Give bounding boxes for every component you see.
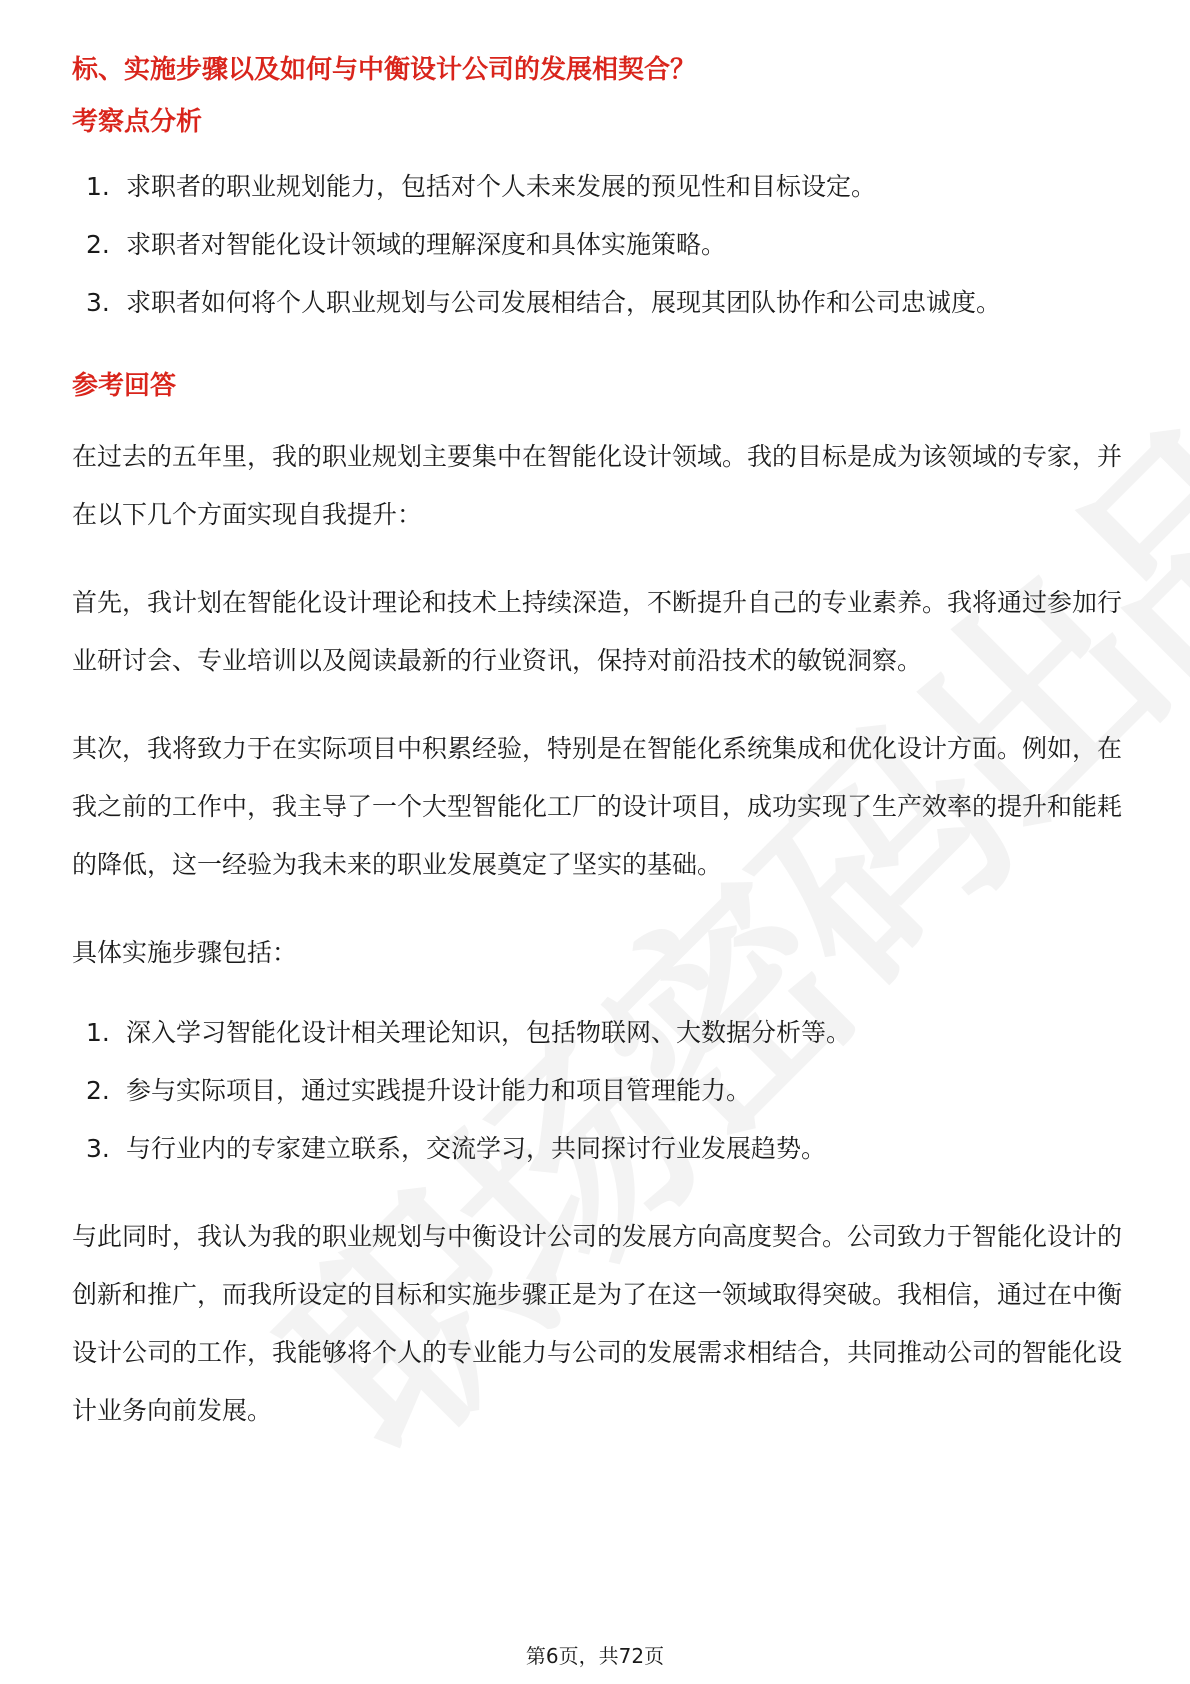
list-number: 2.: [86, 1076, 110, 1105]
list-item: [72, 158, 1122, 216]
list-number: 3.: [86, 288, 110, 317]
list-number: 1.: [86, 172, 110, 201]
question-heading: 标、实施步骤以及如何与中衡设计公司的发展相契合？: [72, 55, 697, 85]
list-item: [72, 274, 1122, 332]
answer-paragraph-1: 在过去的五年里，我的职业规划主要集中在智能化设计领域。我的目标是成为该领域的专家，并在以下几个方面实现自我提升：: [72, 442, 1123, 529]
document-page: [72, 40, 1122, 1440]
list-item: [72, 1004, 1122, 1062]
list-item-text: 与行业内的专家建立联系，交流学习，共同探讨行业发展趋势。: [126, 1134, 827, 1163]
answer-paragraph-3: 其次，我将致力于在实际项目中积累经验，特别是在智能化系统集成和优化设计方面。例如，在我之前的工作中，我主导了一个大型智能化工厂的设计项目，成功实现了生产效率的提升和能耗的降低，这一经验为我未来的职业发展奠定了坚实的基础。: [72, 734, 1123, 879]
list-item-text: 求职者的职业规划能力，包括对个人未来发展的预见性和目标设定。: [126, 172, 877, 201]
list-item: [72, 1062, 1122, 1120]
list-item: [72, 216, 1122, 274]
page-number: 第6页，共72页: [525, 1644, 665, 1668]
list-item-text: 参与实际项目，通过实践提升设计能力和项目管理能力。: [126, 1076, 752, 1105]
list-number: 1.: [86, 1018, 110, 1047]
list-item-text: 求职者对智能化设计领域的理解深度和具体实施策略。: [126, 230, 727, 259]
analysis-title: 考察点分析: [72, 107, 203, 137]
list-number: 2.: [86, 230, 110, 259]
steps-list: [72, 1004, 1122, 1178]
steps-intro: 具体实施步骤包括：: [72, 938, 298, 967]
analysis-list: [72, 158, 1122, 332]
answer-title: 参考回答: [72, 371, 177, 401]
list-item-text: 深入学习智能化设计相关理论知识，包括物联网、大数据分析等。: [126, 1018, 852, 1047]
answer-paragraph-4: 与此同时，我认为我的职业规划与中衡设计公司的发展方向高度契合。公司致力于智能化设计的创新和推广，而我所设定的目标和实施步骤正是为了在这一领域取得突破。我相信，通过在中衡设计公司的工作，我能够将个人的专业能力与公司的发展需求相结合，共同推动公司的智能化设计业务向前发展。: [72, 1222, 1123, 1425]
list-number: 3.: [86, 1134, 110, 1163]
list-item-text: 求职者如何将个人职业规划与公司发展相结合，展现其团队协作和公司忠诚度。: [126, 288, 1002, 317]
answer-paragraph-2: 首先，我计划在智能化设计理论和技术上持续深造，不断提升自己的专业素养。我将通过参加行业研讨会、专业培训以及阅读最新的行业资讯，保持对前沿技术的敏锐洞察。: [72, 588, 1123, 675]
list-item: [72, 1120, 1122, 1178]
